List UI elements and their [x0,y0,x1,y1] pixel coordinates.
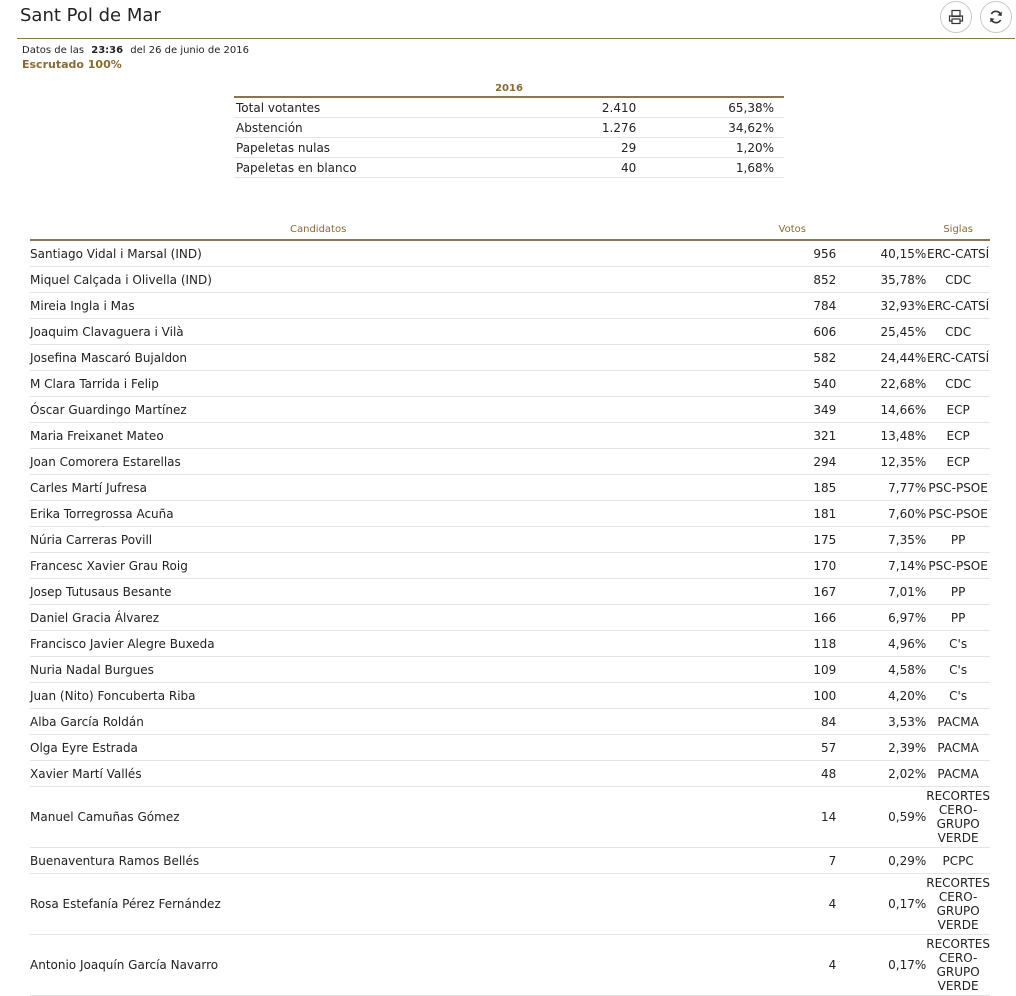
candidate-percent: 13,48% [836,423,926,449]
candidate-percent: 7,01% [836,579,926,605]
candidate-votes: 84 [754,709,836,735]
candidate-row [30,605,990,631]
candidate-name: Maria Freixanet Mateo [30,423,754,449]
candidate-name: Daniel Gracia Álvarez [30,605,754,631]
candidate-percent: 0,17% [836,874,926,935]
candidate-party: CDC [926,319,990,345]
candidate-party: PP [926,605,990,631]
candidate-party: ECP [926,449,990,475]
candidate-percent: 4,96% [836,631,926,657]
candidate-votes: 321 [754,423,836,449]
candidate-row [30,527,990,553]
candidates-table [30,219,990,996]
candidate-percent: 7,77% [836,475,926,501]
summary-percent: 1,20% [638,138,784,158]
candidate-party: ERC-CATSÍ [926,293,990,319]
candidate-votes: 294 [754,449,836,475]
candidate-name: Francisco Javier Alegre Buxeda [30,631,754,657]
candidate-party: PACMA [926,735,990,761]
summary-percent: 65,38% [638,97,784,118]
candidate-party: ECP [926,423,990,449]
candidate-row [30,787,990,848]
summary-row [234,118,784,138]
candidate-name: Manuel Camuñas Gómez [30,787,754,848]
candidate-percent: 25,45% [836,319,926,345]
candidate-party: C's [926,657,990,683]
candidate-name: Antonio Joaquín García Navarro [30,935,754,996]
candidate-row [30,735,990,761]
candidate-name: Rosa Estefanía Pérez Fernández [30,874,754,935]
candidate-party: PACMA [926,709,990,735]
candidate-row [30,683,990,709]
candidate-party: PP [926,579,990,605]
candidate-row [30,423,990,449]
candidate-party: PCPC [926,848,990,874]
candidate-row [30,631,990,657]
summary-row [234,97,784,118]
refresh-icon [988,9,1004,25]
candidate-percent: 32,93% [836,293,926,319]
candidate-row [30,657,990,683]
candidate-votes: 540 [754,371,836,397]
candidate-row [30,240,990,267]
candidate-party: ERC-CATSÍ [926,345,990,371]
candidate-name: Josefina Mascaró Bujaldon [30,345,754,371]
candidate-votes: 100 [754,683,836,709]
candidate-percent: 7,35% [836,527,926,553]
update-time: 23:36 [91,45,124,56]
candidate-percent: 3,53% [836,709,926,735]
refresh-button[interactable] [980,1,1012,33]
candidate-votes: 118 [754,631,836,657]
candidate-party: RECORTES CERO-GRUPO VERDE [926,874,990,935]
candidate-votes: 170 [754,553,836,579]
candidate-name: Santiago Vidal i Marsal (IND) [30,240,754,267]
candidate-name: Joan Comorera Estarellas [30,449,754,475]
update-info [22,45,249,56]
candidate-party: PP [926,527,990,553]
candidate-name: Carles Martí Jufresa [30,475,754,501]
count-status: Escrutado 100% [22,58,122,71]
candidate-votes: 109 [754,657,836,683]
candidate-votes: 175 [754,527,836,553]
candidate-percent: 0,17% [836,935,926,996]
candidate-percent: 12,35% [836,449,926,475]
candidate-party: PACMA [926,761,990,787]
candidate-votes: 4 [754,935,836,996]
candidate-row [30,761,990,787]
candidate-name: Erika Torregrossa Acuña [30,501,754,527]
candidate-votes: 185 [754,475,836,501]
candidate-name: Miquel Calçada i Olivella (IND) [30,267,754,293]
candidate-percent: 40,15% [836,240,926,267]
candidate-row [30,293,990,319]
candidate-party: CDC [926,267,990,293]
candidate-votes: 181 [754,501,836,527]
summary-percent: 1,68% [638,158,784,178]
candidate-name: Alba García Roldán [30,709,754,735]
candidate-row [30,935,990,996]
candidate-name: Nuria Nadal Burgues [30,657,754,683]
candidate-votes: 167 [754,579,836,605]
candidate-row [30,709,990,735]
votes-header: Votos [754,219,926,240]
candidate-name: Xavier Martí Vallés [30,761,754,787]
candidate-votes: 14 [754,787,836,848]
candidate-name: Mireia Ingla i Mas [30,293,754,319]
candidate-votes: 7 [754,848,836,874]
summary-label: Papeletas en blanco [234,158,532,178]
page-title: Sant Pol de Mar [20,5,161,26]
candidate-party: RECORTES CERO-GRUPO VERDE [926,787,990,848]
candidate-party: ECP [926,397,990,423]
candidate-percent: 7,60% [836,501,926,527]
candidate-votes: 582 [754,345,836,371]
candidate-party: ERC-CATSÍ [926,240,990,267]
candidate-percent: 22,68% [836,371,926,397]
candidate-name: Francesc Xavier Grau Roig [30,553,754,579]
candidate-votes: 606 [754,319,836,345]
update-date: del 26 de junio de 2016 [130,45,249,56]
candidate-party: PSC-PSOE [926,475,990,501]
candidate-votes: 4 [754,874,836,935]
candidate-name: Buenaventura Ramos Bellés [30,848,754,874]
candidate-row [30,449,990,475]
candidate-name: Josep Tutusaus Besante [30,579,754,605]
candidate-votes: 48 [754,761,836,787]
candidate-votes: 852 [754,267,836,293]
candidate-row [30,475,990,501]
candidate-name: Joaquim Clavaguera i Vilà [30,319,754,345]
candidate-row [30,345,990,371]
summary-label: Abstención [234,118,532,138]
candidate-party: PSC-PSOE [926,553,990,579]
candidate-percent: 6,97% [836,605,926,631]
candidate-name: Olga Eyre Estrada [30,735,754,761]
candidate-row [30,553,990,579]
candidate-row [30,501,990,527]
candidate-percent: 35,78% [836,267,926,293]
candidate-party: C's [926,683,990,709]
candidate-votes: 784 [754,293,836,319]
update-prefix: Datos de las [22,45,85,56]
candidates-header: Candidatos [30,219,754,240]
candidate-percent: 2,39% [836,735,926,761]
turnout-summary-table [234,80,784,178]
candidate-percent: 4,20% [836,683,926,709]
summary-label: Papeletas nulas [234,138,532,158]
candidate-percent: 4,58% [836,657,926,683]
candidate-percent: 24,44% [836,345,926,371]
candidate-percent: 2,02% [836,761,926,787]
summary-label: Total votantes [234,97,532,118]
candidate-votes: 57 [754,735,836,761]
party-header: Siglas [926,219,990,240]
candidate-row [30,848,990,874]
candidate-percent: 7,14% [836,553,926,579]
candidate-name: Núria Carreras Povill [30,527,754,553]
candidate-row [30,874,990,935]
candidate-party: C's [926,631,990,657]
candidate-percent: 14,66% [836,397,926,423]
summary-value: 2.410 [532,97,638,118]
candidate-name: Óscar Guardingo Martínez [30,397,754,423]
summary-year-header: 2016 [234,80,784,97]
candidate-name: Juan (Nito) Foncuberta Riba [30,683,754,709]
summary-row [234,138,784,158]
candidate-party: CDC [926,371,990,397]
candidate-votes: 956 [754,240,836,267]
summary-value: 29 [532,138,638,158]
candidate-row [30,371,990,397]
page-header [17,0,1015,39]
summary-value: 1.276 [532,118,638,138]
print-button[interactable] [940,1,972,33]
candidate-row [30,397,990,423]
candidate-row [30,267,990,293]
candidate-name: M Clara Tarrida i Felip [30,371,754,397]
summary-percent: 34,62% [638,118,784,138]
candidate-party: PSC-PSOE [926,501,990,527]
summary-value: 40 [532,158,638,178]
candidate-percent: 0,29% [836,848,926,874]
candidate-votes: 349 [754,397,836,423]
print-icon [948,9,964,25]
candidate-percent: 0,59% [836,787,926,848]
summary-row [234,158,784,178]
candidate-row [30,579,990,605]
candidate-votes: 166 [754,605,836,631]
candidate-row [30,319,990,345]
candidate-party: RECORTES CERO-GRUPO VERDE [926,935,990,996]
